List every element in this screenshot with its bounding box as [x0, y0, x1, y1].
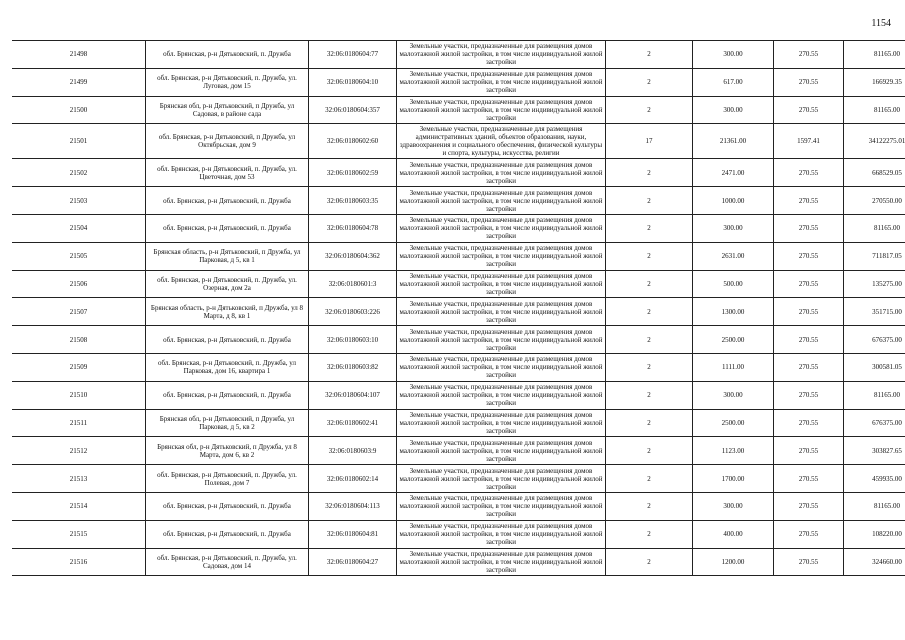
- cadastral-value-cell: 711817.05: [844, 242, 905, 270]
- cadastral-value-cell: 303827.65: [844, 437, 905, 465]
- address-cell: обл. Брянская, р-н Дятьковский, п. Дружба: [146, 492, 309, 520]
- specific-value-cell: 270.55: [774, 437, 844, 465]
- use-group-cell: 2: [606, 381, 693, 409]
- address-cell: Брянская область, р-н Дятьковский, п Дружба, ул 8 Марта, д 8, кв 1: [146, 298, 309, 326]
- table-row: [12, 214, 905, 242]
- specific-value-cell: 270.55: [774, 492, 844, 520]
- area-cell: 1700.00: [693, 465, 774, 493]
- land-use-cell: Земельные участки, предназначенные для размещения домов малоэтажной жилой застройки, в том числе индивидуальной жилой застройки: [397, 465, 606, 493]
- address-cell: обл. Брянская, р-н Дятьковский, п. Дружба: [146, 520, 309, 548]
- area-cell: 400.00: [693, 520, 774, 548]
- cadastral-number-cell: 32:06:0180602:14: [309, 465, 397, 493]
- specific-value-cell: 270.55: [774, 520, 844, 548]
- cadastral-number-cell: 32:06:0180603:9: [309, 437, 397, 465]
- use-group-cell: 2: [606, 409, 693, 437]
- use-group-cell: 2: [606, 298, 693, 326]
- land-use-cell: Земельные участки, предназначенные для размещения домов малоэтажной жилой застройки, в том числе индивидуальной жилой застройки: [397, 353, 606, 381]
- use-group-cell: 2: [606, 242, 693, 270]
- cadastral-number-cell: 32:06:0180604:10: [309, 68, 397, 96]
- table-row: [12, 326, 905, 354]
- area-cell: 1123.00: [693, 437, 774, 465]
- cadastral-value-cell: 135275.00: [844, 270, 905, 298]
- cadastral-number-cell: 32:06:0180604:27: [309, 548, 397, 576]
- address-cell: Брянская область, р-н Дятьковский, п Дружба, ул Парковая, д 5, кв 1: [146, 242, 309, 270]
- cadastral-number-cell: 32:06:0180602:60: [309, 124, 397, 159]
- address-cell: обл. Брянская, р-н Дятьковский, п. Дружба: [146, 187, 309, 215]
- table-row: [12, 353, 905, 381]
- land-use-cell: Земельные участки, предназначенные для размещения домов малоэтажной жилой застройки, в том числе индивидуальной жилой застройки: [397, 270, 606, 298]
- row-number-cell: 21504: [12, 214, 146, 242]
- table-row: [12, 187, 905, 215]
- land-use-cell: Земельные участки, предназначенные для размещения домов малоэтажной жилой застройки, в том числе индивидуальной жилой застройки: [397, 548, 606, 576]
- use-group-cell: 17: [606, 124, 693, 159]
- row-number-cell: 21513: [12, 465, 146, 493]
- specific-value-cell: 1597.41: [774, 124, 844, 159]
- table-row: [12, 242, 905, 270]
- row-number-cell: 21508: [12, 326, 146, 354]
- cadastral-number-cell: 32:06:0180604:357: [309, 96, 397, 124]
- land-use-cell: Земельные участки, предназначенные для размещения домов малоэтажной жилой застройки, в том числе индивидуальной жилой застройки: [397, 326, 606, 354]
- land-use-cell: Земельные участки, предназначенные для размещения домов малоэтажной жилой застройки, в том числе индивидуальной жилой застройки: [397, 41, 606, 69]
- area-cell: 2631.00: [693, 242, 774, 270]
- table-row: [12, 298, 905, 326]
- area-cell: 1000.00: [693, 187, 774, 215]
- table-body: [12, 41, 905, 576]
- area-cell: 300.00: [693, 492, 774, 520]
- specific-value-cell: 270.55: [774, 41, 844, 69]
- row-number-cell: 21507: [12, 298, 146, 326]
- cadastral-number-cell: 32:06:0180603:82: [309, 353, 397, 381]
- cadastral-value-cell: 459935.00: [844, 465, 905, 493]
- specific-value-cell: 270.55: [774, 353, 844, 381]
- table-row: [12, 437, 905, 465]
- table-row: [12, 68, 905, 96]
- specific-value-cell: 270.55: [774, 381, 844, 409]
- use-group-cell: 2: [606, 159, 693, 187]
- cadastral-value-cell: 81165.00: [844, 492, 905, 520]
- cadastral-value-cell: 108220.00: [844, 520, 905, 548]
- cadastral-value-table: [12, 40, 905, 576]
- specific-value-cell: 270.55: [774, 242, 844, 270]
- cadastral-number-cell: 32:06:0180602:41: [309, 409, 397, 437]
- specific-value-cell: 270.55: [774, 548, 844, 576]
- specific-value-cell: 270.55: [774, 96, 844, 124]
- area-cell: 2500.00: [693, 409, 774, 437]
- table-row: [12, 41, 905, 69]
- address-cell: обл. Брянская, р-н Дятьковский, п. Дружба, ул. Цветочная, дом 53: [146, 159, 309, 187]
- address-cell: обл. Брянская, р-н Дятьковский, п. Дружба: [146, 381, 309, 409]
- use-group-cell: 2: [606, 68, 693, 96]
- specific-value-cell: 270.55: [774, 214, 844, 242]
- table-row: [12, 465, 905, 493]
- row-number-cell: 21509: [12, 353, 146, 381]
- use-group-cell: 2: [606, 548, 693, 576]
- cadastral-value-cell: 81165.00: [844, 381, 905, 409]
- cadastral-number-cell: 32:06:0180604:81: [309, 520, 397, 548]
- land-use-cell: Земельные участки, предназначенные для размещения домов малоэтажной жилой застройки, в том числе индивидуальной жилой застройки: [397, 96, 606, 124]
- address-cell: обл. Брянская, р-н Дятьковский, п. Дружба, ул. Озерная, дом 2а: [146, 270, 309, 298]
- specific-value-cell: 270.55: [774, 187, 844, 215]
- use-group-cell: 2: [606, 41, 693, 69]
- address-cell: Брянская обл, р-н Дятьковский, п Дружба, ул Парковая, д 5, кв 2: [146, 409, 309, 437]
- land-use-cell: Земельные участки, предназначенные для размещения домов малоэтажной жилой застройки, в том числе индивидуальной жилой застройки: [397, 68, 606, 96]
- row-number-cell: 21501: [12, 124, 146, 159]
- row-number-cell: 21503: [12, 187, 146, 215]
- row-number-cell: 21514: [12, 492, 146, 520]
- use-group-cell: 2: [606, 520, 693, 548]
- cadastral-value-cell: 270550.00: [844, 187, 905, 215]
- row-number-cell: 21516: [12, 548, 146, 576]
- address-cell: обл. Брянская, р-н Дятьковский, п. Дружба, ул. Луговая, дом 15: [146, 68, 309, 96]
- table-row: [12, 492, 905, 520]
- use-group-cell: 2: [606, 187, 693, 215]
- specific-value-cell: 270.55: [774, 465, 844, 493]
- address-cell: Брянская обл, р-н Дятьковский, п Дружба, ул 8 Марта, дом 6, кв 2: [146, 437, 309, 465]
- table-row: [12, 520, 905, 548]
- row-number-cell: 21498: [12, 41, 146, 69]
- land-use-cell: Земельные участки, предназначенные для размещения домов малоэтажной жилой застройки, в том числе индивидуальной жилой застройки: [397, 298, 606, 326]
- table-row: [12, 548, 905, 576]
- use-group-cell: 2: [606, 326, 693, 354]
- land-use-cell: Земельные участки, предназначенные для размещения домов малоэтажной жилой застройки, в том числе индивидуальной жилой застройки: [397, 187, 606, 215]
- use-group-cell: 2: [606, 465, 693, 493]
- address-cell: обл. Брянская, р-н Дятьковский, п Дружба, ул Октябрьская, дом 9: [146, 124, 309, 159]
- address-cell: обл. Брянская, р-н Дятьковский, п. Дружба, ул. Полевая, дом 7: [146, 465, 309, 493]
- address-cell: обл. Брянская, р-н Дятьковский, п. Дружба, ул Парковая, дом 16, квартира 1: [146, 353, 309, 381]
- cadastral-value-cell: 166929.35: [844, 68, 905, 96]
- land-use-cell: Земельные участки, предназначенные для размещения домов малоэтажной жилой застройки, в том числе индивидуальной жилой застройки: [397, 159, 606, 187]
- cadastral-value-cell: 81165.00: [844, 96, 905, 124]
- row-number-cell: 21502: [12, 159, 146, 187]
- specific-value-cell: 270.55: [774, 270, 844, 298]
- use-group-cell: 2: [606, 270, 693, 298]
- cadastral-value-cell: 81165.00: [844, 214, 905, 242]
- specific-value-cell: 270.55: [774, 326, 844, 354]
- specific-value-cell: 270.55: [774, 298, 844, 326]
- land-use-cell: Земельные участки, предназначенные для размещения домов малоэтажной жилой застройки, в том числе индивидуальной жилой застройки: [397, 409, 606, 437]
- area-cell: 1200.00: [693, 548, 774, 576]
- specific-value-cell: 270.55: [774, 159, 844, 187]
- cadastral-value-cell: 34122275.01: [844, 124, 905, 159]
- cadastral-value-cell: 351715.00: [844, 298, 905, 326]
- specific-value-cell: 270.55: [774, 68, 844, 96]
- cadastral-value-cell: 300581.05: [844, 353, 905, 381]
- cadastral-value-cell: 676375.00: [844, 326, 905, 354]
- address-cell: обл. Брянская, р-н Дятьковский, п. Дружба: [146, 41, 309, 69]
- table-row: [12, 124, 905, 159]
- table-row: [12, 409, 905, 437]
- land-use-cell: Земельные участки, предназначенные для размещения домов малоэтажной жилой застройки, в том числе индивидуальной жилой застройки: [397, 242, 606, 270]
- use-group-cell: 2: [606, 353, 693, 381]
- cadastral-number-cell: 32:06:0180601:3: [309, 270, 397, 298]
- area-cell: 2500.00: [693, 326, 774, 354]
- land-use-cell: Земельные участки, предназначенные для размещения административных зданий, объектов образования, науки, здравоохранения и социального обеспечения, физической культуры и спорта, культуры, искусства, религии: [397, 124, 606, 159]
- address-cell: Брянская обл, р-н Дятьковский, п Дружба, ул Садовая, в районе сада: [146, 96, 309, 124]
- cadastral-number-cell: 32:06:0180602:59: [309, 159, 397, 187]
- land-use-cell: Земельные участки, предназначенные для размещения домов малоэтажной жилой застройки, в том числе индивидуальной жилой застройки: [397, 520, 606, 548]
- area-cell: 1111.00: [693, 353, 774, 381]
- cadastral-value-cell: 668529.05: [844, 159, 905, 187]
- row-number-cell: 21515: [12, 520, 146, 548]
- area-cell: 21361.00: [693, 124, 774, 159]
- row-number-cell: 21506: [12, 270, 146, 298]
- area-cell: 300.00: [693, 381, 774, 409]
- cadastral-value-cell: 81165.00: [844, 41, 905, 69]
- row-number-cell: 21505: [12, 242, 146, 270]
- cadastral-number-cell: 32:06:0180604:107: [309, 381, 397, 409]
- area-cell: 500.00: [693, 270, 774, 298]
- table-row: [12, 96, 905, 124]
- use-group-cell: 2: [606, 96, 693, 124]
- cadastral-number-cell: 32:06:0180604:78: [309, 214, 397, 242]
- cadastral-number-cell: 32:06:0180603:10: [309, 326, 397, 354]
- land-use-cell: Земельные участки, предназначенные для размещения домов малоэтажной жилой застройки, в том числе индивидуальной жилой застройки: [397, 214, 606, 242]
- cadastral-value-cell: 324660.00: [844, 548, 905, 576]
- use-group-cell: 2: [606, 437, 693, 465]
- page-number: 1154: [871, 18, 891, 29]
- row-number-cell: 21512: [12, 437, 146, 465]
- land-use-cell: Земельные участки, предназначенные для размещения домов малоэтажной жилой застройки, в том числе индивидуальной жилой застройки: [397, 437, 606, 465]
- land-use-cell: Земельные участки, предназначенные для размещения домов малоэтажной жилой застройки, в том числе индивидуальной жилой застройки: [397, 381, 606, 409]
- specific-value-cell: 270.55: [774, 409, 844, 437]
- table-row: [12, 159, 905, 187]
- address-cell: обл. Брянская, р-н Дятьковский, п. Дружба: [146, 214, 309, 242]
- cadastral-number-cell: 32:06:0180603:226: [309, 298, 397, 326]
- cadastral-value-cell: 676375.00: [844, 409, 905, 437]
- cadastral-number-cell: 32:06:0180603:35: [309, 187, 397, 215]
- use-group-cell: 2: [606, 492, 693, 520]
- row-number-cell: 21499: [12, 68, 146, 96]
- row-number-cell: 21500: [12, 96, 146, 124]
- area-cell: 300.00: [693, 214, 774, 242]
- cadastral-number-cell: 32:06:0180604:113: [309, 492, 397, 520]
- table-row: [12, 381, 905, 409]
- area-cell: 617.00: [693, 68, 774, 96]
- area-cell: 300.00: [693, 41, 774, 69]
- use-group-cell: 2: [606, 214, 693, 242]
- area-cell: 2471.00: [693, 159, 774, 187]
- address-cell: обл. Брянская, р-н Дятьковский, п. Дружба, ул. Садовая, дом 14: [146, 548, 309, 576]
- cadastral-number-cell: 32:06:0180604:362: [309, 242, 397, 270]
- row-number-cell: 21510: [12, 381, 146, 409]
- address-cell: обл. Брянская, р-н Дятьковский, п. Дружба: [146, 326, 309, 354]
- cadastral-number-cell: 32:06:0180604:77: [309, 41, 397, 69]
- row-number-cell: 21511: [12, 409, 146, 437]
- area-cell: 300.00: [693, 96, 774, 124]
- table-row: [12, 270, 905, 298]
- area-cell: 1300.00: [693, 298, 774, 326]
- land-use-cell: Земельные участки, предназначенные для размещения домов малоэтажной жилой застройки, в том числе индивидуальной жилой застройки: [397, 492, 606, 520]
